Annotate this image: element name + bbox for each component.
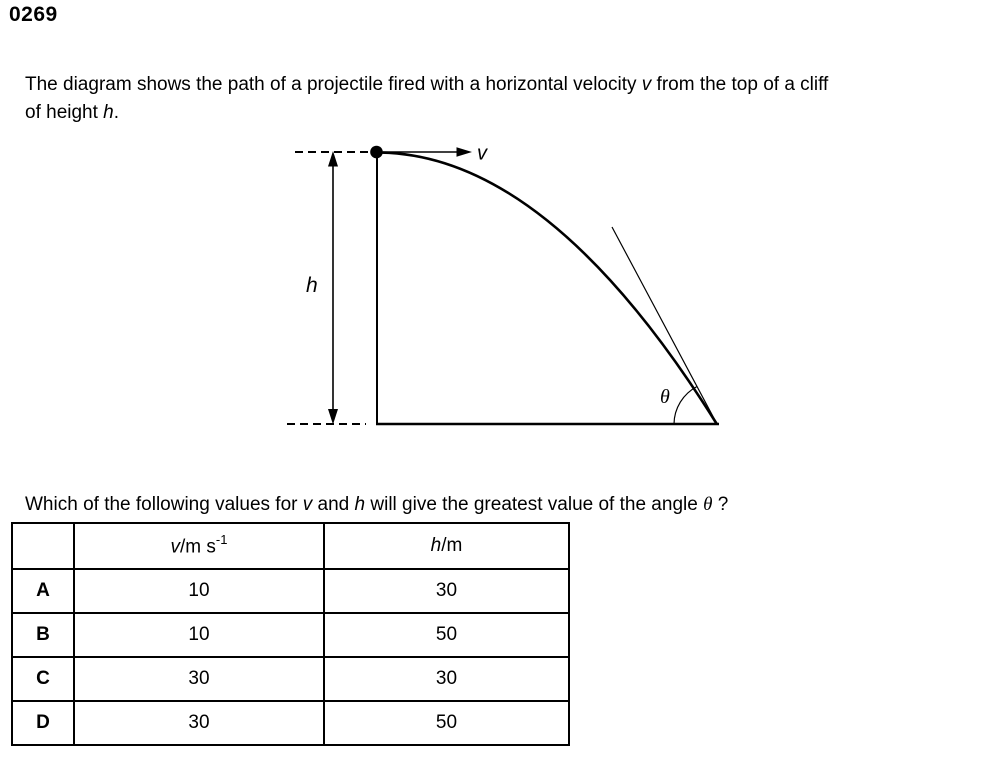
option-row-a: [12, 569, 569, 613]
option-label: A: [12, 569, 74, 613]
intro-text-2: from the top of a cliff: [651, 74, 829, 95]
option-v-value: 10: [74, 613, 324, 657]
option-row-d: [12, 701, 569, 745]
angle-label: θ: [660, 386, 670, 408]
intro-text-3: of height: [25, 102, 104, 123]
launch-point-dot: [370, 146, 383, 159]
option-h-value: 50: [324, 613, 569, 657]
height-arrow-down-head: [328, 409, 338, 425]
intro-text-1: The diagram shows the path of a projectile fired with a horizontal velocity: [25, 74, 642, 95]
intro-symbol-h: h: [103, 102, 114, 123]
option-h-value: 30: [324, 657, 569, 701]
option-row-b: [12, 613, 569, 657]
projectile-diagram: [278, 130, 740, 440]
option-row-c: [12, 657, 569, 701]
header-v-unit: /m s: [180, 536, 216, 558]
question-number: 0269: [9, 3, 58, 26]
option-h-value: 50: [324, 701, 569, 745]
height-label: h: [306, 274, 318, 297]
velocity-arrow-head: [457, 147, 473, 157]
question-text: [25, 491, 1001, 519]
header-h-symbol: h: [430, 535, 442, 556]
option-label: C: [12, 657, 74, 701]
velocity-label: v: [477, 142, 487, 165]
question-text-4: ?: [712, 494, 729, 515]
option-v-value: 10: [74, 569, 324, 613]
intro-paragraph: [25, 71, 1001, 127]
header-v-cell: [74, 523, 324, 569]
option-h-value: 30: [324, 569, 569, 613]
question-text-2: and: [312, 494, 355, 515]
trajectory-path: [377, 153, 717, 424]
option-label: B: [12, 613, 74, 657]
question-symbol-v: v: [302, 494, 313, 515]
question-symbol-h: h: [354, 494, 366, 515]
angle-arc: [674, 387, 697, 425]
header-v-exponent: -1: [215, 532, 228, 548]
header-h-unit: /m: [441, 535, 463, 556]
height-arrow-up-head: [328, 151, 338, 167]
header-h-cell: [324, 523, 569, 569]
options-table: [11, 522, 570, 746]
intro-symbol-v: v: [641, 74, 652, 95]
header-blank-cell: [12, 523, 74, 569]
question-text-1: Which of the following values for: [25, 494, 303, 515]
option-label: D: [12, 701, 74, 745]
question-text-3: will give the greatest value of the angle: [365, 494, 704, 515]
options-header-row: [12, 523, 569, 569]
question-symbol-theta: θ: [703, 494, 713, 515]
header-v-symbol: v: [170, 536, 181, 558]
intro-text-4: .: [113, 102, 120, 123]
option-v-value: 30: [74, 701, 324, 745]
option-v-value: 30: [74, 657, 324, 701]
